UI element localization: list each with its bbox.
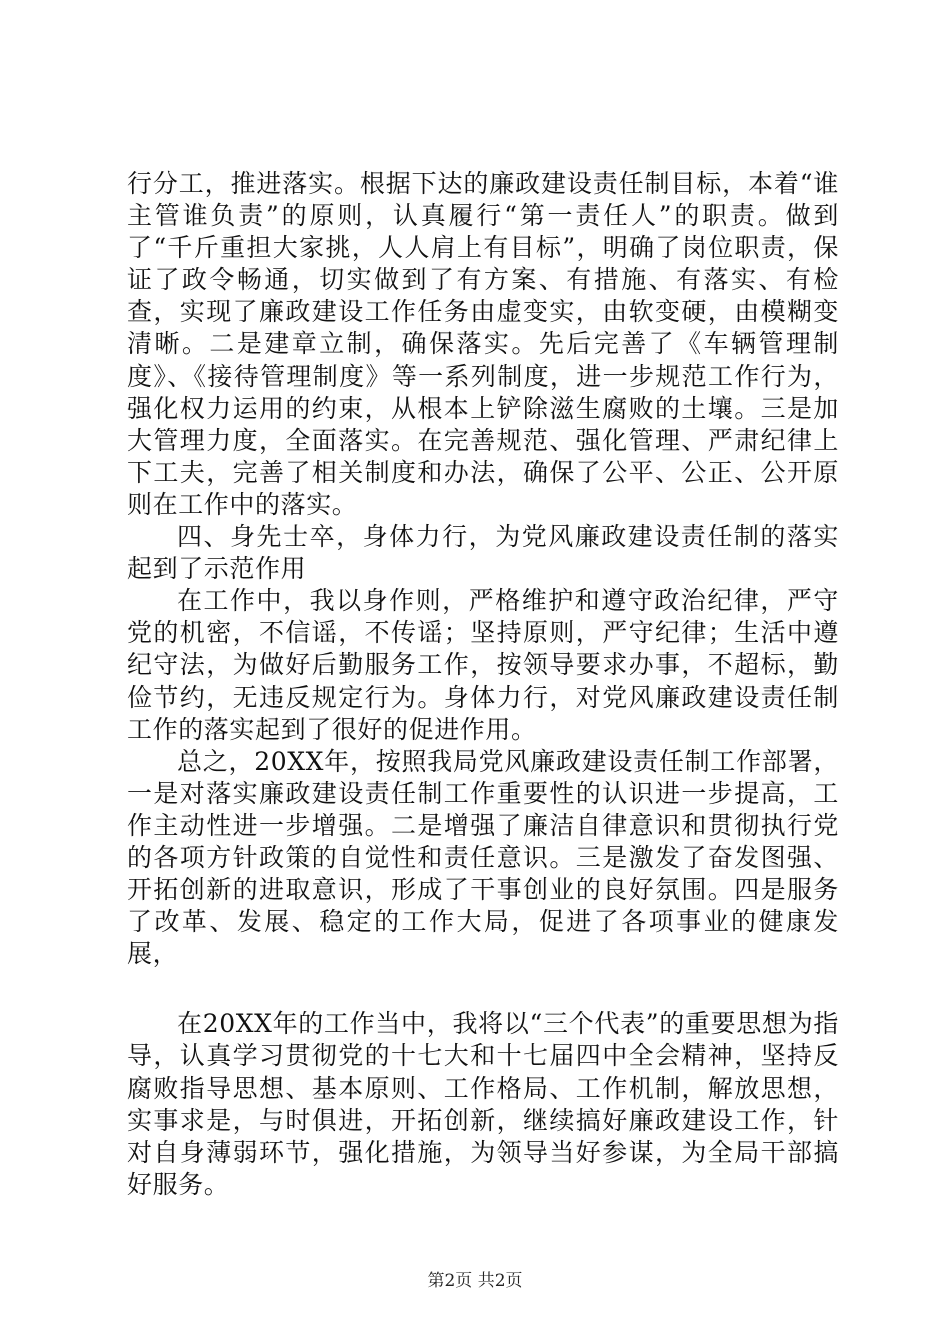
document-body: [127, 168, 839, 1201]
section-heading-four: 四、身先士卒，身体力行，为党风廉政建设责任制的落实起到了示范作用: [127, 522, 839, 584]
paragraph-spacer: [127, 970, 839, 1008]
page-footer: 第2页 共2页: [427, 1271, 523, 1291]
paragraph-outlook: 在20XX年的工作当中，我将以“三个代表”的重要思想为指导，认真学习贯彻党的十七大和十七届四中全会精神，坚持反腐败指导思想、基本原则、工作格局、工作机制，解放思想，实事求是，与时俱进，开拓创新，继续搞好廉政建设工作，针对自身薄弱环节，强化措施，为领导当好参谋，为全局干部搞好服务。: [127, 1009, 839, 1199]
paragraph-continuation: 行分工，推进落实。根据下达的廉政建设责任制目标，本着“谁主管谁负责”的原则，认真履行“第一责任人”的职责。做到了“千斤重担大家挑，人人肩上有目标”，明确了岗位职责，保证了政令畅通，切实做到了有方案、有措施、有落实、有检查，实现了廉政建设工作任务由虚变实，由软变硬，由模糊变清晰。二是建章立制，确保落实。先后完善了《车辆管理制度》、《接待管理制度》等一系列制度，进一步规范工作行为，强化权力运用的约束，从根本上铲除滋生腐败的土壤。三是加大管理力度，全面落实。在完善规范、强化管理、严肃纪律上下工夫，完善了相关制度和办法，确保了公平、公正、公开原则在工作中的落实。: [127, 169, 839, 519]
paragraph-summary: 总之，20XX年，按照我局党风廉政建设责任制工作部署，一是对落实廉政建设责任制工作重要性的认识进一步提高，工作主动性进一步增强。二是增强了廉洁自律意识和贯彻执行党的各项方针政策的自觉性和责任意识。三是激发了奋发图强、开拓创新的进取意识，形成了干事创业的良好氛围。四是服务了改革、发展、稳定的工作大局，促进了各项事业的健康发展，: [127, 746, 839, 969]
paragraph-self-discipline: 在工作中，我以身作则，严格维护和遵守政治纪律，严守党的机密，不信谣，不传谣；坚持原则，严守纪律；生活中遵纪守法，为做好后勤服务工作，按领导要求办事，不超标，勤俭节约，无违反规定行为。身体力行，对党风廉政建设责任制工作的落实起到了很好的促进作用。: [127, 586, 839, 744]
